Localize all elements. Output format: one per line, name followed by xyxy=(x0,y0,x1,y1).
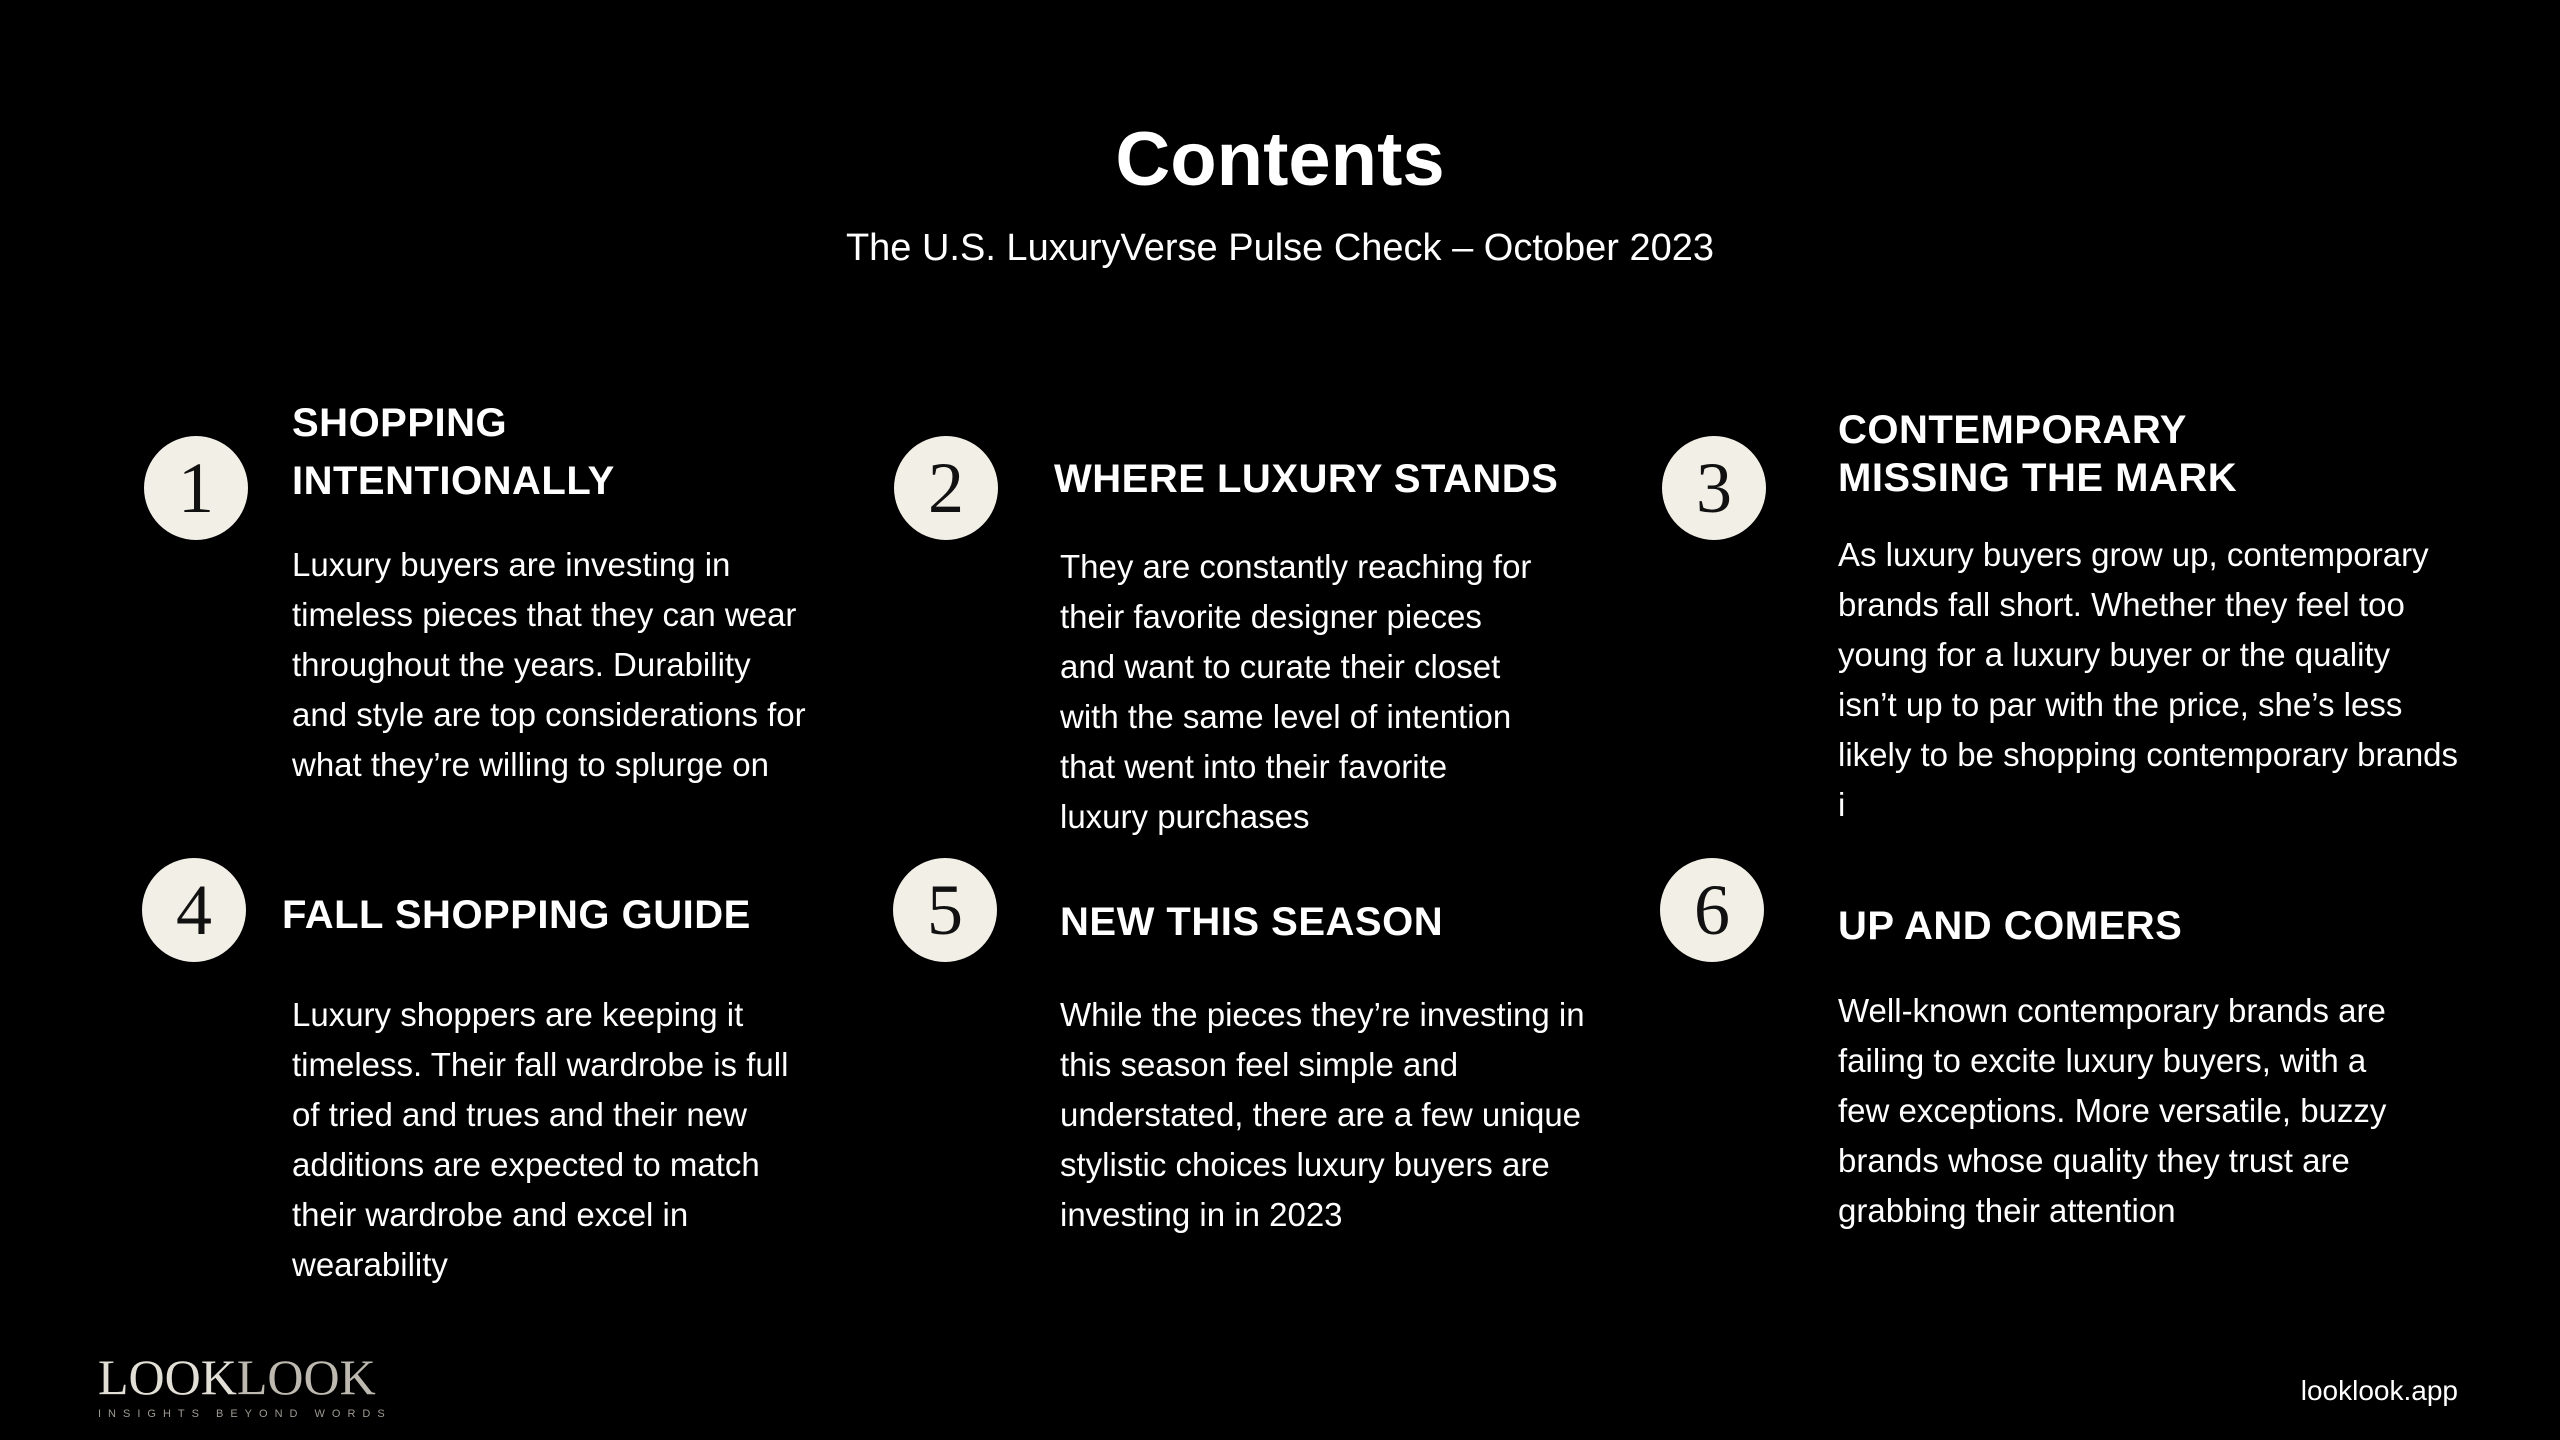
section-number-badge-5: 5 xyxy=(893,858,997,962)
section-body-6: Well-known contemporary brands are failing to excite luxury buyers, with a few exceptions. More versatile, buzzy brands whose quality they trust are grabbing their attention xyxy=(1838,992,2387,1229)
section-heading-3: CONTEMPORARY MISSING THE MARK xyxy=(1838,408,2238,500)
section-body-2: They are constantly reaching for their favorite designer pieces and want to curate their closet with the same level of intention that went into their favorite luxury purchases xyxy=(1060,548,1532,835)
logo-tagline: INSIGHTS BEYOND WORDS xyxy=(98,1408,392,1420)
page-title: Contents xyxy=(1115,117,1445,202)
section-number-badge-1: 1 xyxy=(144,436,248,540)
section-body-5: While the pieces they’re investing in this season feel simple and understated, there are a few unique stylistic choices luxury buyers are investing in in 2023 xyxy=(1060,996,1585,1233)
page-subtitle: The U.S. LuxuryVerse Pulse Check – October 2023 xyxy=(845,227,1715,269)
looklook-logo xyxy=(98,1349,418,1420)
logo-word-part1: LOOK xyxy=(98,1349,237,1405)
section-heading-2: WHERE LUXURY STANDS xyxy=(1054,457,1559,501)
section-number-badge-2: 2 xyxy=(894,436,998,540)
section-heading-4: FALL SHOPPING GUIDE xyxy=(282,893,751,937)
logo-word-part2: LOOK xyxy=(236,1349,376,1405)
section-body-1: Luxury buyers are investing in timeless pieces that they can wear throughout the years. Durability and style are top considerations for what they’re willing to splurge on xyxy=(292,546,806,783)
section-heading-5: NEW THIS SEASON xyxy=(1060,900,1444,944)
logo-wordmark xyxy=(98,1349,418,1405)
section-number-badge-4: 4 xyxy=(142,858,246,962)
section-body-4: Luxury shoppers are keeping it timeless. Their fall wardrobe is full of tried and trues and their new additions are expected to match their wardrobe and excel in wearability xyxy=(292,996,789,1283)
section-body-3: As luxury buyers grow up, contemporary brands fall short. Whether they feel too young for a luxury buyer or the quality isn’t up to par with the price, she’s less likely to be shopping contemporary brands i xyxy=(1838,536,2459,823)
section-number-badge-6: 6 xyxy=(1660,858,1764,962)
footer-url: looklook.app xyxy=(2300,1375,2458,1406)
section-number-badge-3: 3 xyxy=(1662,436,1766,540)
section-heading-6: UP AND COMERS xyxy=(1838,904,2183,948)
section-heading-1: SHOPPING INTENTIONALLY xyxy=(292,401,615,503)
